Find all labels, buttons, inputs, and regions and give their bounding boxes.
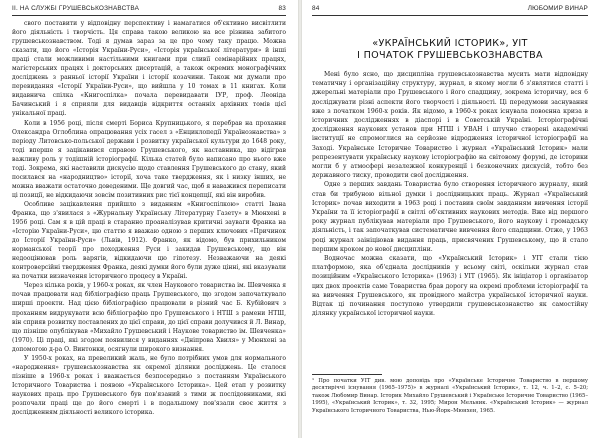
footnote-marker: ¹ bbox=[312, 378, 319, 384]
right-paragraph-2: Одне з перших завдань Товариства було створення історичного журналу, який став би трибуною вільної думки і дослідницьких праць. Журнал «Український Історик» почав виходити в 1963 році і поставив своїм завданням вивчення історії України та її історіографії в світлі об'єктивних наукових методів. Вже від першого року журнал публікував матеріали про Грушевського, його наукову і громадську діяльність, і так започаткував систематичне вивчення його спадщини. Отже, у 1963 році журнал заініціював видання праць, присвячених Грушевському, що й стало першим кроком до нової дисципліни. bbox=[312, 181, 588, 253]
left-paragraph-4: Через кілька років, у 1960-х роках, як член Наукового товариства ім. Шевченка я почав працювати над бібліографією праць Грушевського, що згодом започаткувало ширші проекти. Над цією бібліографією працювали в різний час Б. Кубійович з проханням видрукувати всю бібліографію про Грушевського і НТШ з рамени НТШ, він сприяв розвитку поставлених до цієї справи, до цієї справи долучився й Л. Винар, що пізніше опублікував «Михайло Грушевський і Наукове товариство ім. Шевченка» (1970). Ці праці, які згодом появилися у виданнях «Дніпрова Хвиля» у Мюнхені за допомогою д-ра О. Винтонки, осягнули широкого визнання. bbox=[12, 282, 286, 353]
right-page bbox=[302, 0, 600, 438]
right-running-title: ЛЮБОМИР ВИНАР bbox=[527, 5, 588, 12]
left-paragraph-5: У 1950-х роках, на превеликий жаль, не було потрібних умов для нормального «народження» грушевськознавства як окремої ділянки досліджень. Це сталося пізніше в 1960-х роках і вважається безпосередньо з постанням Українського Історичного Товариства і появою «Українського Історика». Цей етап у розвитку наукових праць про Грушевського був пов'язаний з тими ж послідовниками, які розпочали праці ще до його смерті і в подальшому пов'язали своє життя з дослідженням діяльності великого історика. bbox=[12, 354, 286, 417]
left-body-text bbox=[12, 19, 286, 417]
footnote bbox=[312, 378, 588, 415]
right-body-text bbox=[312, 70, 588, 318]
chapter-title-line-1: «УКРАЇНСЬКИЙ ІСТОРИК», УІТ bbox=[372, 38, 528, 49]
left-paragraph-2: Коли в 1956 році, після смерті Бориса Крупницького, я перебрав на прохання Олександра Оглоблина опрацювання усіх гасел з «Енциклопедії Українознавства» з періоду Литовсько-польської держави і розвитку української культури до 1648 року, тоді вперше я зацікавився справою Грушевського, як наставника, що відіграв важливу роль у тодішній історіографії. Кілька статей було написано про нього вже тоді. Зокрема, які наставили дискусію щодо ставлення Грушевського до стану, який посилався на «народництво» історії, хоча таке твердження, як і низку інших, не можна вважати остаточно доведеними. Ще довгий час, щоб я наважився переписати ці позиції, не відкидаючи зовсім позитивних рис тієї концепції, які він виробив. bbox=[12, 119, 286, 199]
chapter-title bbox=[312, 38, 588, 62]
right-page-number: 84 bbox=[312, 5, 320, 12]
right-header-rule bbox=[312, 15, 588, 16]
right-paragraph-1: Мені було ясно, що дисципліна грушевськознавства мусить мати відповідну тематичну і організаційну структуру, журнал, в якому могли б з'являтися статті і джерельні матеріали про Грушевського і його спадщину, зокрема історичну, вся 6 досліджувати різні аспекти його творчості і діяльності. Ці передумови заснування вже з початком 1960-х років. Як відомо, в 1960-х роках існувала повоєнна криза в історичних дослідженнях в діаспорі і в Советській Україні. Історіографічні дослідження наукових установ при НТШ і УВАН і штучно створені академічні інституції не спромоглися на серйозне відродження історичної історіографії на Заході. Українське Історичне Товариство і журнал «Український Історик» мали репрезентувати українську наукову історіографію на світовому форумі, де історики могли б у атмосфері незалежної конкуренції і безконечних дискусій, тобто без державного тиску, проводити свої дослідження. bbox=[312, 71, 588, 180]
left-header-rule bbox=[12, 15, 286, 16]
left-page-number: 83 bbox=[278, 5, 286, 12]
right-paragraph-3: Водночас можна сказати, що «Український Історик» і УІТ стали тією платформою, яка об'єднала дослідників у всьому світі, оскільки журнал став позиційним «Українського Історика» (1963) і УІТ (1965). Як ініціатор і організатор цих двох проектів саме Товариства брав дорогу на окремі проблеми історіографії та на вивчення Грушевського, як провідного майстра української історичної науки. Відтак ці починання поступово утвердили грушевськознавство як самостійну ділянку української історичної науки. bbox=[312, 255, 588, 318]
footnote-rule bbox=[312, 374, 382, 375]
footnote-text: Про початки УІТ див. мою доповідь про «Українське Історичне Товариство в першому десятиріччі існування (1965–1975)» в журналі «Український Історик», т. 12, ч. 1–2, с. 5–20; також Любомир Винар. Історик Михайло Грушевський і Українське Історичне Товариство (1965–1995), «Український Історик», т. 32, 1995; Мирон Мельник. «Український Історик» — журнал Українського Історичного Товариства, Нью-Йорк–Мюнхен, 1965. bbox=[312, 378, 588, 414]
left-running-title: II. НА СЛУЖБІ ГРУШЕВСЬКОЗНАВСТВА bbox=[12, 5, 140, 12]
left-paragraph-3: Особливе зацікавлення прийшло з виданням «Книгоспілкою» статті Івана Франка, що з'явилася з «Журнальну Українську Літературну Газету» в Мюнхені в 1956 році. Сам я в цій праці в старанно проаналізував критичні зауваги Франка на «Історію України-Руси», цю статтю я вважаю одною з перших ключових «Причинок до Історії України-Руси» (Львів, 1912). Франко, як відомо, був прихильником норманської теорії про походження Руси і закидав Грушевському, що він недооцінював роль варягів, відкидаючи цю гіпотезу. Незважаючи на деякі контроверсійні твердження Франка, деякі думки його були дуже цінні, які вказували на початки визначення історичного процесу в Україні. bbox=[12, 200, 286, 281]
left-paragraph-1: свого поставити у відповідну перспективу і намагатися об'єктивно висвітлити його діяльність і творчість. Ця справа такою великою на все різнина забитого грушевськознавством. Тоді я думав зараз за це про чому таку працю. Можна сказати, що його «Історія України-Руси», «Історія української літератури» й інші праці стали можливими настільними книгами при сливії семінарійних працях, магістерських працях і докторських дисертацій, а також окремих монографічних досліджень з ранньої історії України і історії козачини. Також ми думали про перевидання «Історії України-Руси», що вийшла у 10 томах в 11 книгах. Коли видавнича спілка «Книгоспілка» почала перевидавати ІУР, проф. Леоніда Бачинський і я сприяли для видавців відкриття останніх архівних томів цієї унікальної праці. bbox=[12, 20, 286, 118]
chapter-title-line-2: І ПОЧАТОК ГРУШЕВСЬКОЗНАВСТВА bbox=[357, 50, 543, 61]
left-page bbox=[0, 0, 298, 438]
